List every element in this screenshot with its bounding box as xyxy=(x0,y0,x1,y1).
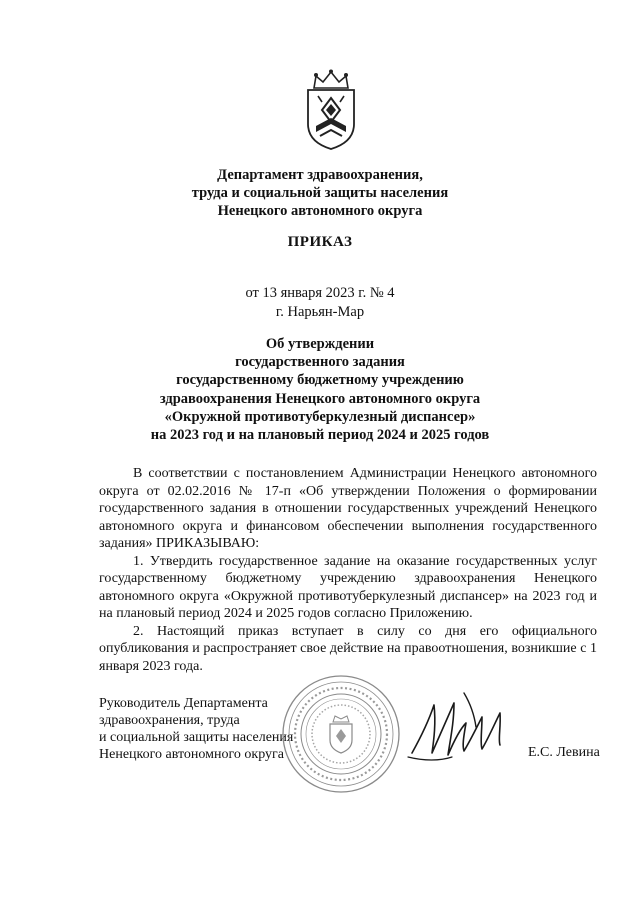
official-seal xyxy=(278,672,404,796)
issuer-line-3: Ненецкого автономного округа xyxy=(217,203,423,219)
subject-line-6: на 2023 год и на плановый период 2024 и 2025 годов xyxy=(150,427,490,444)
signatory-line-1: Руководитель Департамента xyxy=(99,696,268,711)
coat-of-arms-icon xyxy=(292,68,370,152)
signatory-line-2: здравоохранения, труда xyxy=(99,713,240,728)
city: г. Нарьян-Мар xyxy=(275,304,365,320)
intro-paragraph: В соответствии с постановлением Администрации Ненецкого автономного округа от 02.02.2016 № 17-п «Об утверждении Положения о формировании государственного задания в отношении государственных учреждений Ненецкого автономного округа и финансовом обеспечении выполнения государственного задания» ПРИКАЗЫВАЮ: xyxy=(99,466,597,551)
handwritten-signature xyxy=(404,683,512,775)
subject-line-2: государственного задания xyxy=(235,354,405,371)
subject-line-4: здравоохранения Ненецкого автономного округа xyxy=(159,390,481,407)
document-subject xyxy=(0,335,640,444)
order-item-2: 2. Настоящий приказ вступает в силу со дня его официального опубликования и распространяет свое действие на правоотношения, возникшие с 1 января 2023 года. xyxy=(99,623,597,674)
subject-line-3: государственному бюджетному учреждению xyxy=(176,372,464,389)
signatory-title xyxy=(99,695,293,763)
subject-line-1: Об утверждении xyxy=(265,336,375,352)
date-block xyxy=(0,284,640,322)
order-item-1: 1. Утвердить государственное задание на оказание государственных услуг государственному бюджетному учреждению здравоохранения Ненецкого автономного округа «Окружной противотуберкулезный диспансер» на 2023 год и на плановый период 2024 и 2025 годов согласно Приложению. xyxy=(99,553,597,621)
subject-line-5: «Окружной противотуберкулезный диспансер» xyxy=(164,408,476,425)
issuer-header xyxy=(0,166,640,220)
signatory-name: Е.С. Левина xyxy=(528,745,600,760)
signatory-line-3: и социальной защиты населения xyxy=(99,730,294,745)
document-body xyxy=(99,465,597,675)
document-type: ПРИКАЗ xyxy=(287,234,353,250)
date-number: от 13 января 2023 г. № 4 xyxy=(245,285,395,301)
issuer-line-2: труда и социальной защиты населения xyxy=(191,185,449,201)
issuer-line-1: Департамент здравоохранения, xyxy=(217,167,423,183)
signatory-line-4: Ненецкого автономного округа xyxy=(99,747,284,762)
